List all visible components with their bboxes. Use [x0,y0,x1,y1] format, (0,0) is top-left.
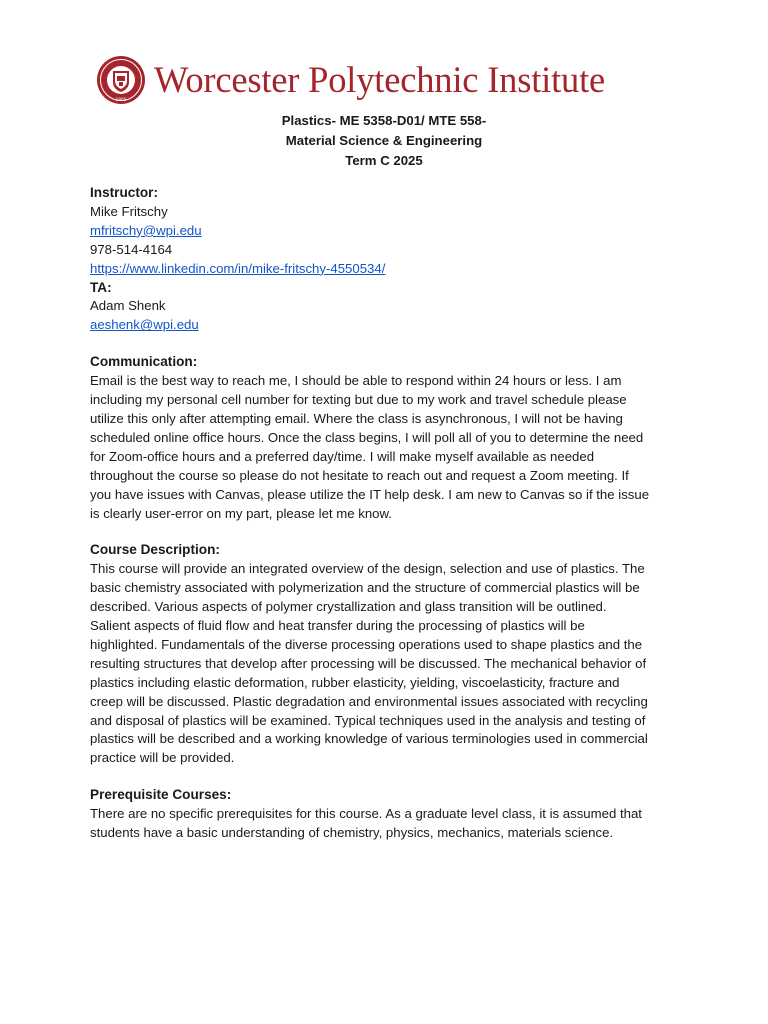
paragraph-line: resulting structures that develop after processing will be discussed. The mechanical behavior of [90,655,647,671]
communication-paragraph [90,372,680,523]
institution-name: Worcester Polytechnic Institute [154,58,606,100]
syllabus-body [90,184,680,843]
course-department: Material Science & Engineering [285,133,483,148]
paragraph-line: throughout the course so please do not hesitate to reach out and request a Zoom meeting. If [90,467,629,483]
paragraph-line: Email is the best way to reach me, I should be able to respond within 24 hours or less. I am [90,373,622,389]
paragraph-line: students have a basic understanding of chemistry, physics, mechanics, materials science. [90,825,614,841]
ta-heading: TA: [90,279,112,295]
instructor-name: Mike Fritschy [90,203,168,219]
paragraph-line: for Zoom-office hours and a preferred day/time. I will make myself available as needed [90,448,595,464]
paragraph-line: you have issues with Canvas, please utilize the IT help desk. I am new to Canvas so if the issue [90,486,650,502]
course-term: Term C 2025 [345,153,423,168]
paragraph-line: basic chemistry associated with polymerization and the structure of commercial plastics will be [90,580,640,596]
paragraph-line: highlighted. Fundamentals of the diverse processing operations used to shape plastics and the [90,636,643,652]
paragraph-line: This course will provide an integrated overview of the design, selection and use of plastics. The [90,561,645,577]
course-code: Plastics- ME 5358-D01/ MTE 558- [281,113,487,128]
paragraph-line: scheduled online office hours. Once the class begins, I will poll all of you to determine the need [90,429,644,445]
paragraph-line: plastics will be described and a working knowledge of various terminologies used in commercial [90,731,648,747]
paragraph-line: including my personal cell number for texting but due to my work and travel schedule please [90,392,627,408]
course-description-paragraph [90,560,680,768]
seal-year: 1865 [115,97,127,103]
paragraph-line: practice will be provided. [90,750,235,766]
paragraph-line: described. Various aspects of polymer crystallization and glass transition will be outlined. [90,599,607,615]
instructor-email-link[interactable]: mfritschy@wpi.edu [90,222,202,238]
instructor-heading: Instructor: [90,185,158,200]
paragraph-line: is clearly user-error on my part, please let me know. [90,505,392,521]
paragraph-line: creep will be discussed. Plastic degradation and environmental issues associated with recycling [90,693,648,709]
course-description-heading: Course Description: [90,542,220,558]
paragraph-line: utilize this only after attempting email. Where the class is asynchronous, I will not be having [90,410,623,426]
prerequisites-paragraph [90,805,680,843]
paragraph-line: Salient aspects of fluid flow and heat transfer during the processing of plastics will be [90,618,585,634]
paragraph-line: and disposal of plastics will be examined. Typical techniques used in the analysis and testing of [90,712,646,728]
letterhead [96,52,676,108]
paragraph-line: There are no specific prerequisites for this course. As a graduate level class, it is assumed that [90,806,642,822]
instructor-phone: 978-514-4164 [90,241,173,257]
course-title-block [0,111,768,171]
instructor-linkedin-link[interactable]: https://www.linkedin.com/in/mike-fritschy-4550534/ [90,260,386,276]
ta-email-link[interactable]: aeshenk@wpi.edu [90,317,199,333]
wpi-seal-icon [96,55,146,105]
ta-name: Adam Shenk [90,298,166,314]
paragraph-line: plastics including elastic deformation, rubber elasticity, yielding, viscoelasticity, fracture and [90,674,620,690]
prerequisites-heading: Prerequisite Courses: [90,787,232,803]
communication-heading: Communication: [90,354,198,370]
